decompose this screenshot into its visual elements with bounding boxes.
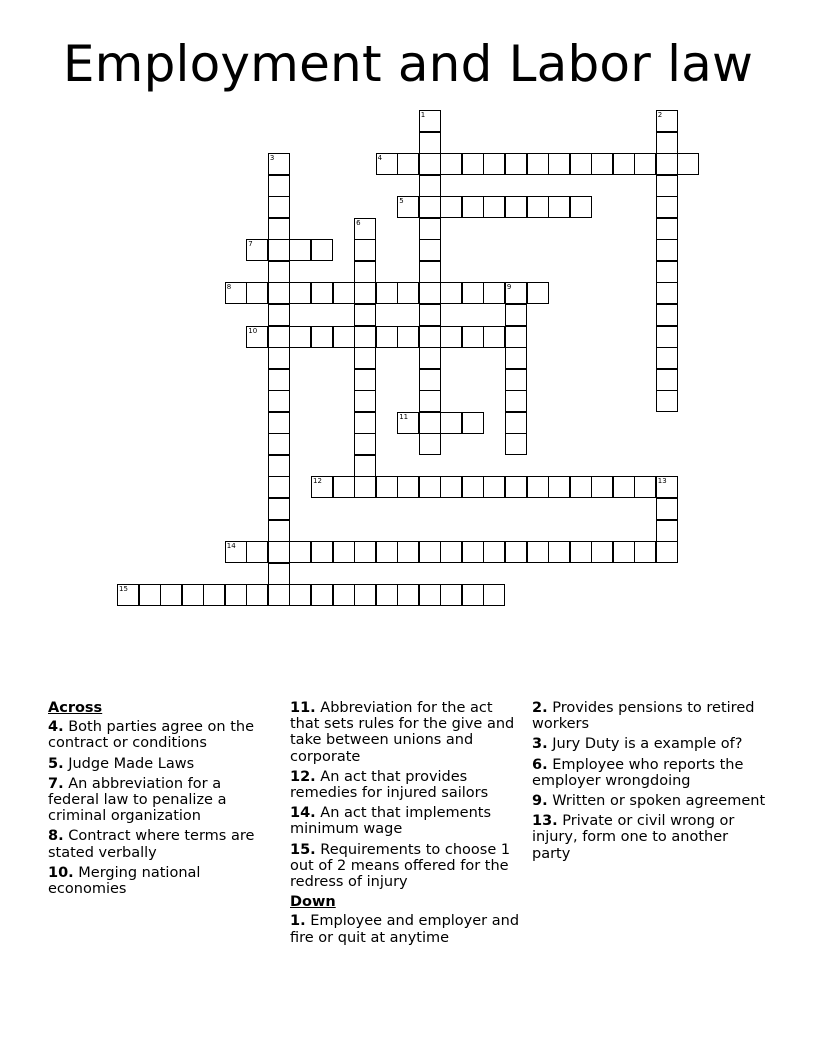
crossword-cell[interactable] bbox=[591, 541, 613, 563]
clue-number: 6. bbox=[532, 756, 548, 773]
crossword-cell[interactable] bbox=[440, 282, 462, 304]
crossword-cell[interactable] bbox=[677, 153, 699, 175]
crossword-cell[interactable] bbox=[376, 282, 398, 304]
crossword-cell[interactable] bbox=[656, 347, 678, 369]
crossword-cell[interactable] bbox=[419, 584, 441, 606]
crossword-cell[interactable] bbox=[570, 476, 592, 498]
across-clue-4 bbox=[48, 719, 276, 751]
crossword-cell[interactable] bbox=[419, 347, 441, 369]
crossword-cell[interactable] bbox=[333, 541, 355, 563]
crossword-cell[interactable] bbox=[246, 282, 268, 304]
cell-number: 5 bbox=[399, 197, 404, 206]
crossword-cell[interactable] bbox=[483, 153, 505, 175]
down-heading: Down bbox=[290, 894, 336, 911]
crossword-cell[interactable] bbox=[656, 541, 678, 563]
crossword-cell[interactable] bbox=[203, 584, 225, 606]
crossword-cell[interactable] bbox=[419, 412, 441, 434]
crossword-cell[interactable] bbox=[570, 153, 592, 175]
crossword-cell[interactable] bbox=[268, 369, 290, 391]
clue-column-2 bbox=[290, 700, 526, 950]
clue-number: 14. bbox=[290, 805, 316, 822]
crossword-cell[interactable] bbox=[354, 239, 376, 261]
crossword-cell[interactable] bbox=[483, 476, 505, 498]
clue-number: 15. bbox=[290, 841, 316, 858]
crossword-cell[interactable] bbox=[268, 239, 290, 261]
across-clue-7 bbox=[48, 776, 276, 825]
clue-column-3 bbox=[532, 700, 768, 866]
crossword-cell[interactable] bbox=[462, 412, 484, 434]
crossword-cell[interactable] bbox=[462, 584, 484, 606]
crossword-cell[interactable] bbox=[505, 196, 527, 218]
crossword-cell[interactable] bbox=[527, 282, 549, 304]
crossword-cell[interactable] bbox=[225, 584, 247, 606]
cell-number: 2 bbox=[657, 111, 663, 119]
crossword-cell[interactable] bbox=[440, 196, 462, 218]
cell-number: 11 bbox=[399, 412, 409, 421]
crossword-cell[interactable] bbox=[656, 110, 678, 132]
cell-number: 14 bbox=[226, 542, 236, 550]
crossword-cell[interactable] bbox=[268, 326, 290, 348]
crossword-cell[interactable] bbox=[656, 304, 678, 326]
crossword-cell[interactable] bbox=[656, 218, 678, 240]
crossword-cell[interactable] bbox=[246, 239, 268, 261]
crossword-cell[interactable] bbox=[505, 347, 527, 369]
crossword-cell[interactable] bbox=[462, 282, 484, 304]
crossword-cell[interactable] bbox=[268, 304, 290, 326]
crossword-cell[interactable] bbox=[656, 520, 678, 542]
clue-text: An act that implements minimum wage bbox=[290, 805, 492, 838]
crossword-cell[interactable] bbox=[483, 541, 505, 563]
crossword-cell[interactable] bbox=[656, 476, 678, 498]
crossword-cell[interactable] bbox=[289, 584, 311, 606]
crossword-cell[interactable] bbox=[397, 326, 419, 348]
crossword-cell[interactable] bbox=[440, 326, 462, 348]
clue-text: Jury Duty is a example of? bbox=[552, 736, 743, 753]
crossword-cell[interactable] bbox=[505, 304, 527, 326]
cell-number: 12 bbox=[313, 477, 322, 486]
crossword-cell[interactable] bbox=[419, 433, 441, 455]
crossword-cell[interactable] bbox=[333, 326, 355, 348]
crossword-cell[interactable] bbox=[289, 239, 311, 261]
crossword-cell[interactable] bbox=[419, 239, 441, 261]
clue-text: Both parties agree on the contract or conditions bbox=[48, 719, 255, 752]
down-clue-3 bbox=[532, 736, 768, 752]
clue-number: 1. bbox=[290, 913, 306, 930]
clue-text: Requirements to choose 1 out of 2 means offered for the redress of injury bbox=[290, 841, 511, 891]
crossword-cell[interactable] bbox=[354, 541, 376, 563]
down-clue-9 bbox=[532, 793, 768, 809]
crossword-cell[interactable] bbox=[548, 196, 570, 218]
crossword-cell[interactable] bbox=[397, 153, 419, 175]
crossword-cell[interactable] bbox=[311, 239, 333, 261]
crossword-cell[interactable] bbox=[440, 541, 462, 563]
crossword-cell[interactable] bbox=[268, 218, 290, 240]
crossword-cell[interactable] bbox=[656, 326, 678, 348]
crossword-cell[interactable] bbox=[656, 153, 678, 175]
crossword-cell[interactable] bbox=[505, 153, 527, 175]
clue-text: An abbreviation for a federal law to penalize a criminal organization bbox=[48, 775, 227, 825]
crossword-cell[interactable] bbox=[397, 282, 419, 304]
page-title: Employment and Labor law bbox=[62, 35, 754, 93]
clue-text: Contract where terms are stated verbally bbox=[48, 828, 255, 861]
crossword-cell[interactable] bbox=[419, 196, 441, 218]
crossword-cell[interactable] bbox=[268, 196, 290, 218]
crossword-cell[interactable] bbox=[656, 132, 678, 154]
crossword-cell[interactable] bbox=[268, 261, 290, 283]
crossword-cell[interactable] bbox=[333, 584, 355, 606]
crossword-cell[interactable] bbox=[419, 110, 441, 132]
crossword-cell[interactable] bbox=[419, 132, 441, 154]
crossword-cell[interactable] bbox=[483, 282, 505, 304]
crossword-cell[interactable] bbox=[354, 476, 376, 498]
crossword-cell[interactable] bbox=[289, 326, 311, 348]
cell-number: 1 bbox=[420, 111, 426, 119]
crossword-cell[interactable] bbox=[419, 218, 441, 240]
clue-number: 3. bbox=[532, 736, 548, 753]
down-clue-6 bbox=[532, 757, 768, 789]
crossword-cell[interactable] bbox=[354, 326, 376, 348]
crossword-cell[interactable] bbox=[483, 196, 505, 218]
crossword-cell[interactable] bbox=[354, 261, 376, 283]
crossword-cell[interactable] bbox=[182, 584, 204, 606]
crossword-cell[interactable] bbox=[613, 541, 635, 563]
crossword-cell[interactable] bbox=[419, 476, 441, 498]
down-clue-2 bbox=[532, 700, 768, 732]
crossword-cell[interactable] bbox=[483, 584, 505, 606]
crossword-cell[interactable] bbox=[333, 476, 355, 498]
cell-number: 8 bbox=[226, 283, 232, 292]
crossword-cell[interactable] bbox=[354, 390, 376, 412]
crossword-cell[interactable] bbox=[548, 476, 570, 498]
crossword-cell[interactable] bbox=[311, 326, 333, 348]
crossword-cell[interactable] bbox=[311, 282, 333, 304]
crossword-cell[interactable] bbox=[462, 476, 484, 498]
crossword-cell[interactable] bbox=[268, 520, 290, 542]
clue-text: Provides pensions to retired workers bbox=[532, 700, 755, 733]
clue-number: 12. bbox=[290, 768, 316, 785]
crossword-cell[interactable] bbox=[268, 498, 290, 520]
crossword-cell[interactable] bbox=[397, 584, 419, 606]
crossword-cell[interactable] bbox=[656, 369, 678, 391]
crossword-cell[interactable] bbox=[117, 584, 139, 606]
across-clue-11 bbox=[290, 700, 526, 765]
clue-text: Abbreviation for the act that sets rules for the give and take between unions and corporate bbox=[290, 700, 515, 765]
across-clue-5 bbox=[48, 756, 276, 772]
clue-number: 11. bbox=[290, 700, 316, 716]
cell-number: 6 bbox=[356, 218, 361, 227]
clue-text: Employee and employer and fire or quit at anytime bbox=[290, 913, 520, 946]
crossword-cell[interactable] bbox=[505, 282, 527, 304]
crossword-cell[interactable] bbox=[505, 390, 527, 412]
clue-text: Written or spoken agreement bbox=[552, 793, 766, 810]
crossword-cell[interactable] bbox=[311, 584, 333, 606]
crossword-cell[interactable] bbox=[656, 498, 678, 520]
crossword-cell[interactable] bbox=[225, 541, 247, 563]
crossword-cell[interactable] bbox=[548, 153, 570, 175]
crossword-cell[interactable] bbox=[354, 218, 376, 240]
crossword-cell[interactable] bbox=[397, 541, 419, 563]
cell-number: 7 bbox=[248, 240, 253, 249]
crossword-cell[interactable] bbox=[268, 541, 290, 563]
crossword-cell[interactable] bbox=[139, 584, 161, 606]
crossword-cell[interactable] bbox=[268, 390, 290, 412]
crossword-cell[interactable] bbox=[268, 584, 290, 606]
clue-number: 13. bbox=[532, 813, 558, 830]
crossword-cell[interactable] bbox=[376, 153, 398, 175]
crossword-cell[interactable] bbox=[656, 175, 678, 197]
cell-number: 10 bbox=[248, 326, 258, 335]
crossword-cell[interactable] bbox=[268, 412, 290, 434]
crossword-cell[interactable] bbox=[268, 347, 290, 369]
crossword-cell[interactable] bbox=[376, 541, 398, 563]
crossword-cell[interactable] bbox=[462, 153, 484, 175]
crossword-cell[interactable] bbox=[591, 476, 613, 498]
crossword-cell[interactable] bbox=[354, 282, 376, 304]
crossword-cell[interactable] bbox=[333, 282, 355, 304]
crossword-cell[interactable] bbox=[160, 584, 182, 606]
crossword-cell[interactable] bbox=[656, 239, 678, 261]
crossword-cell[interactable] bbox=[397, 476, 419, 498]
clue-column-1 bbox=[48, 700, 276, 901]
crossword-cell[interactable] bbox=[656, 261, 678, 283]
crossword-cell[interactable] bbox=[354, 304, 376, 326]
crossword-cell[interactable] bbox=[505, 433, 527, 455]
crossword-cell[interactable] bbox=[634, 541, 656, 563]
crossword-cell[interactable] bbox=[419, 282, 441, 304]
crossword-cell[interactable] bbox=[246, 541, 268, 563]
crossword-cell[interactable] bbox=[634, 476, 656, 498]
crossword-cell[interactable] bbox=[505, 476, 527, 498]
crossword-cell[interactable] bbox=[225, 282, 247, 304]
crossword-cell[interactable] bbox=[462, 196, 484, 218]
crossword-cell[interactable] bbox=[268, 175, 290, 197]
crossword-cell[interactable] bbox=[419, 369, 441, 391]
crossword-cell[interactable] bbox=[376, 584, 398, 606]
crossword-cell[interactable] bbox=[440, 584, 462, 606]
across-clue-10 bbox=[48, 865, 276, 897]
crossword-cell[interactable] bbox=[268, 153, 290, 175]
clue-text: An act that provides remedies for injured sailors bbox=[290, 768, 489, 802]
crossword-cell[interactable] bbox=[527, 541, 549, 563]
clue-text: Private or civil wrong or injury, form one to another party bbox=[532, 813, 735, 862]
crossword-cell[interactable] bbox=[505, 412, 527, 434]
cell-number: 15 bbox=[119, 585, 128, 594]
crossword-cell[interactable] bbox=[419, 153, 441, 175]
clue-number: 4. bbox=[48, 719, 64, 736]
crossword-cell[interactable] bbox=[268, 563, 290, 585]
crossword-cell[interactable] bbox=[483, 326, 505, 348]
clue-text: Merging national economies bbox=[48, 864, 201, 898]
clue-text: Employee who reports the employer wrongdoing bbox=[532, 756, 744, 789]
crossword-cell[interactable] bbox=[419, 175, 441, 197]
crossword-cell[interactable] bbox=[311, 476, 333, 498]
crossword-cell[interactable] bbox=[246, 326, 268, 348]
crossword-cell[interactable] bbox=[354, 433, 376, 455]
crossword-cell[interactable] bbox=[246, 584, 268, 606]
crossword-cell[interactable] bbox=[397, 196, 419, 218]
crossword-cell[interactable] bbox=[268, 455, 290, 477]
crossword-cell[interactable] bbox=[548, 541, 570, 563]
crossword-cell[interactable] bbox=[268, 476, 290, 498]
crossword-cell[interactable] bbox=[570, 196, 592, 218]
crossword-cell[interactable] bbox=[634, 153, 656, 175]
crossword-cell[interactable] bbox=[613, 153, 635, 175]
crossword-cell[interactable] bbox=[419, 261, 441, 283]
clue-number: 2. bbox=[532, 700, 548, 716]
clue-number: 5. bbox=[48, 755, 64, 772]
crossword-cell[interactable] bbox=[397, 412, 419, 434]
crossword-cell[interactable] bbox=[354, 584, 376, 606]
crossword-cell[interactable] bbox=[268, 282, 290, 304]
crossword-cell[interactable] bbox=[419, 390, 441, 412]
crossword-cell[interactable] bbox=[376, 476, 398, 498]
crossword-cell[interactable] bbox=[268, 433, 290, 455]
clue-text: Judge Made Laws bbox=[68, 755, 195, 772]
across-clue-12 bbox=[290, 769, 526, 801]
crossword-cell[interactable] bbox=[570, 541, 592, 563]
crossword-cell[interactable] bbox=[656, 196, 678, 218]
crossword-cell[interactable] bbox=[440, 153, 462, 175]
crossword-cell[interactable] bbox=[527, 476, 549, 498]
across-heading: Across bbox=[48, 700, 103, 716]
cell-number: 4 bbox=[377, 154, 383, 163]
clue-number: 9. bbox=[532, 793, 548, 810]
crossword-cell[interactable] bbox=[354, 455, 376, 477]
crossword-cell[interactable] bbox=[505, 369, 527, 391]
cell-number: 13 bbox=[657, 477, 667, 486]
across-clue-15 bbox=[290, 842, 526, 891]
cell-number: 9 bbox=[506, 283, 512, 292]
crossword-cell[interactable] bbox=[419, 326, 441, 348]
crossword-cell[interactable] bbox=[462, 326, 484, 348]
crossword-cell[interactable] bbox=[354, 347, 376, 369]
crossword-cell[interactable] bbox=[440, 412, 462, 434]
clue-number: 7. bbox=[48, 775, 64, 792]
crossword-cell[interactable] bbox=[591, 153, 613, 175]
crossword-cell[interactable] bbox=[440, 476, 462, 498]
crossword-cell[interactable] bbox=[376, 326, 398, 348]
clue-number: 10. bbox=[48, 864, 74, 881]
crossword-cell[interactable] bbox=[527, 196, 549, 218]
crossword-cell[interactable] bbox=[505, 541, 527, 563]
crossword-cell[interactable] bbox=[419, 541, 441, 563]
across-clue-8 bbox=[48, 828, 276, 860]
clue-number: 8. bbox=[48, 828, 64, 845]
crossword-cell[interactable] bbox=[527, 153, 549, 175]
crossword-cell[interactable] bbox=[311, 541, 333, 563]
crossword-cell[interactable] bbox=[289, 282, 311, 304]
cell-number: 3 bbox=[269, 154, 275, 163]
crossword-cell[interactable] bbox=[462, 541, 484, 563]
crossword-cell[interactable] bbox=[505, 326, 527, 348]
crossword-cell[interactable] bbox=[289, 541, 311, 563]
crossword-cell[interactable] bbox=[354, 412, 376, 434]
crossword-cell[interactable] bbox=[613, 476, 635, 498]
crossword-cell[interactable] bbox=[419, 304, 441, 326]
crossword-cell[interactable] bbox=[656, 390, 678, 412]
down-clue-13 bbox=[532, 813, 768, 862]
down-clue-1 bbox=[290, 913, 526, 945]
across-clue-14 bbox=[290, 805, 526, 837]
crossword-cell[interactable] bbox=[354, 369, 376, 391]
crossword-cell[interactable] bbox=[656, 282, 678, 304]
